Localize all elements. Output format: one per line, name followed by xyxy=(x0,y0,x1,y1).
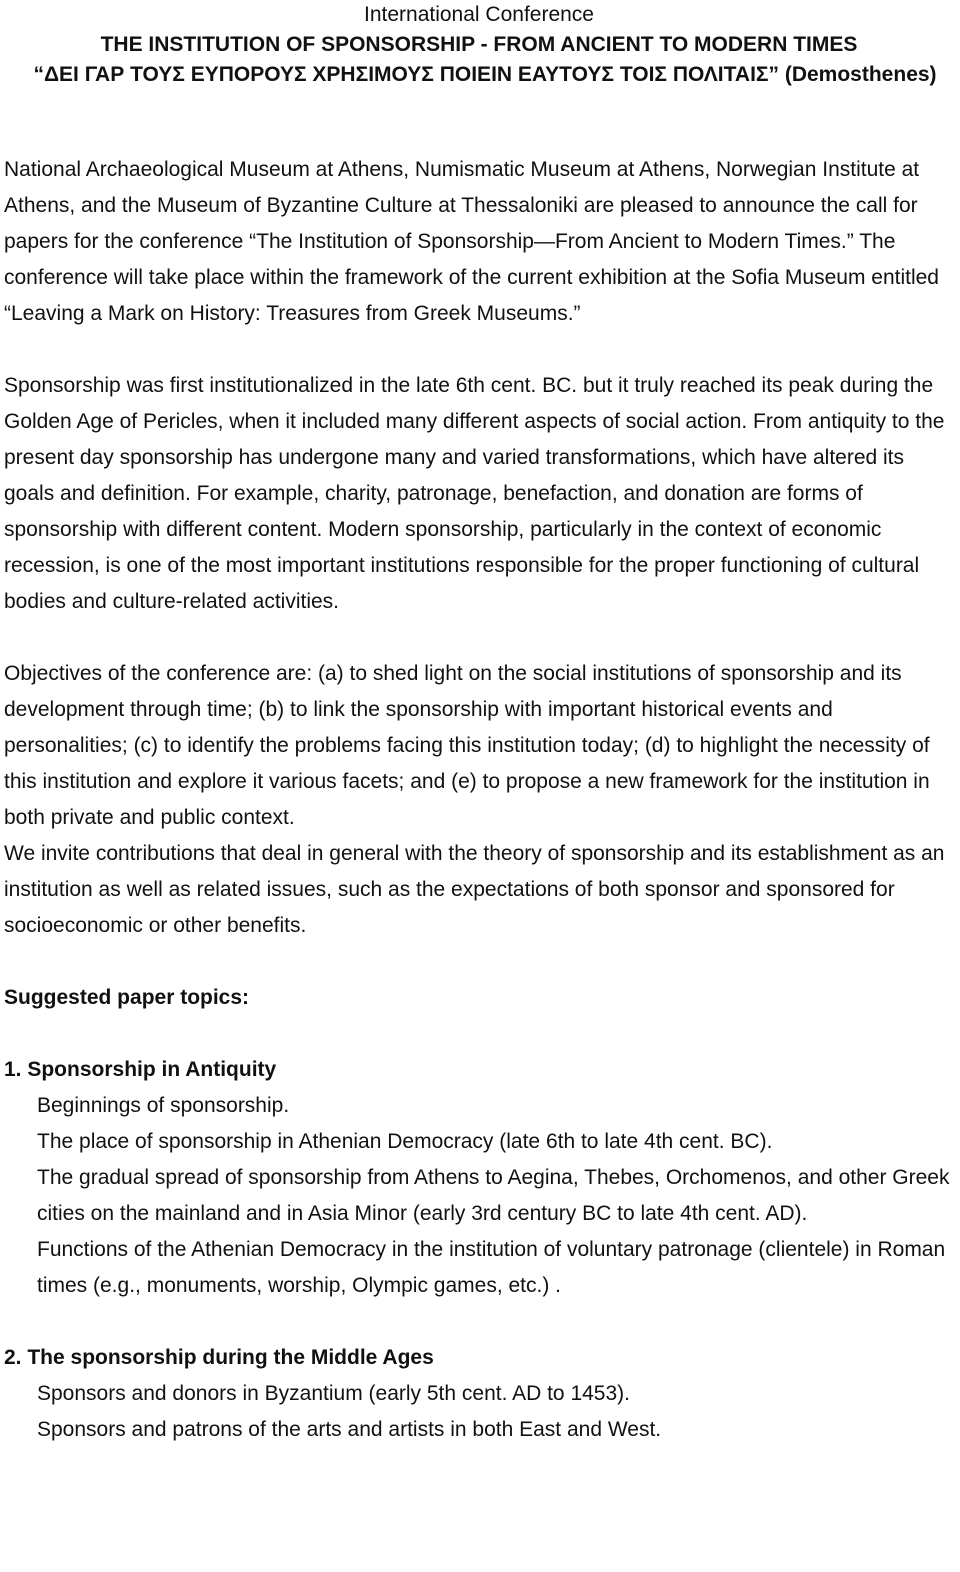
topic-item: Functions of the Athenian Democracy in the institution of voluntary patronage (clientele) in Roman times (e.g., monuments, worship, Olympic games, etc.) . xyxy=(37,1238,946,1297)
paragraph-spacer xyxy=(4,1016,954,1052)
paragraph-spacer xyxy=(4,944,954,980)
topics-heading: Suggested paper topics: xyxy=(4,986,250,1009)
conference-label: International Conference xyxy=(364,3,594,26)
objectives-paragraph: Objectives of the conference are: (a) to shed light on the social institutions of sponsorship and its development through time; (b) to link the sponsorship with important historical events and personalities; (c) to identify the problems facing this institution today; (d) to highlight the necessity of this institution and explore it various facets; and (e) to propose a new framework for the institution in both private and public context. xyxy=(4,662,930,829)
intro-paragraph-2: Sponsorship was first institutionalized in the late 6th cent. BC. but it truly reached its peak during the Golden Age of Pericles, when it included many different aspects of social action. From antiquity to the present day sponsorship has undergone many and varied transformations, which have altered its goals and definition. For example, charity, patronage, benefaction, and donation are forms of sponsorship with different content. Modern sponsorship, particularly in the context of economic recession, is one of the most important institutions responsible for the proper functioning of cultural bodies and culture-related activities. xyxy=(4,374,945,613)
invitation-paragraph: We invite contributions that deal in general with the theory of sponsorship and its establishment as an institution as well as related issues, such as the expectations of both sponsor and sponsored for socioeconomic or other benefits. xyxy=(4,842,945,937)
topic-item: Sponsors and donors in Byzantium (early 5th cent. AD to 1453). xyxy=(37,1382,630,1405)
conference-header xyxy=(4,0,954,90)
topic-section-middle-ages xyxy=(4,1340,954,1448)
conference-title: THE INSTITUTION OF SPONSORSHIP - FROM ANCIENT TO MODERN TIMES xyxy=(100,33,858,56)
topic-item: The gradual spread of sponsorship from Athens to Aegina, Thebes, Orchomenos, and other Greek cities on the mainland and in Asia Minor (early 3rd century BC to late 4th cent. AD). xyxy=(37,1166,950,1225)
paragraph-spacer xyxy=(4,620,954,656)
conference-motto: “ΔΕΙ ΓΑΡ ΤΟΥΣ ΕΥΠΟΡΟΥΣ ΧΡΗΣΙΜΟΥΣ ΠΟΙΕΙΝ ΕΑΥΤΟΥΣ ΤΟΙΣ ΠΟΛΙΤΑΙΣ” (Demosthenes) xyxy=(33,63,937,86)
topic-section-title: 2. The sponsorship during the Middle Ages xyxy=(4,1346,434,1369)
document-body xyxy=(4,152,954,1448)
header-spacer xyxy=(4,90,954,152)
paragraph-spacer xyxy=(4,332,954,368)
topic-item: Beginnings of sponsorship. xyxy=(37,1094,290,1117)
topic-item: Sponsors and patrons of the arts and artists in both East and West. xyxy=(37,1418,662,1441)
topic-items-list xyxy=(4,1376,954,1448)
topic-section-antiquity xyxy=(4,1052,954,1304)
topic-section-title: 1. Sponsorship in Antiquity xyxy=(4,1058,277,1081)
intro-paragraph-1: National Archaeological Museum at Athens, Numismatic Museum at Athens, Norwegian Institute at Athens, and the Museum of Byzantine Culture at Thessaloniki are pleased to announce the call for papers for the conference “The Institution of Sponsorship—From Ancient to Modern Times.” The conference will take place within the framework of the current exhibition at the Sofia Museum entitled “Leaving a Mark on History: Treasures from Greek Museums.” xyxy=(4,158,939,325)
topic-item: The place of sponsorship in Athenian Democracy (late 6th to late 4th cent. BC). xyxy=(37,1130,773,1153)
paragraph-spacer xyxy=(4,1304,954,1340)
topic-items-list xyxy=(4,1088,954,1304)
